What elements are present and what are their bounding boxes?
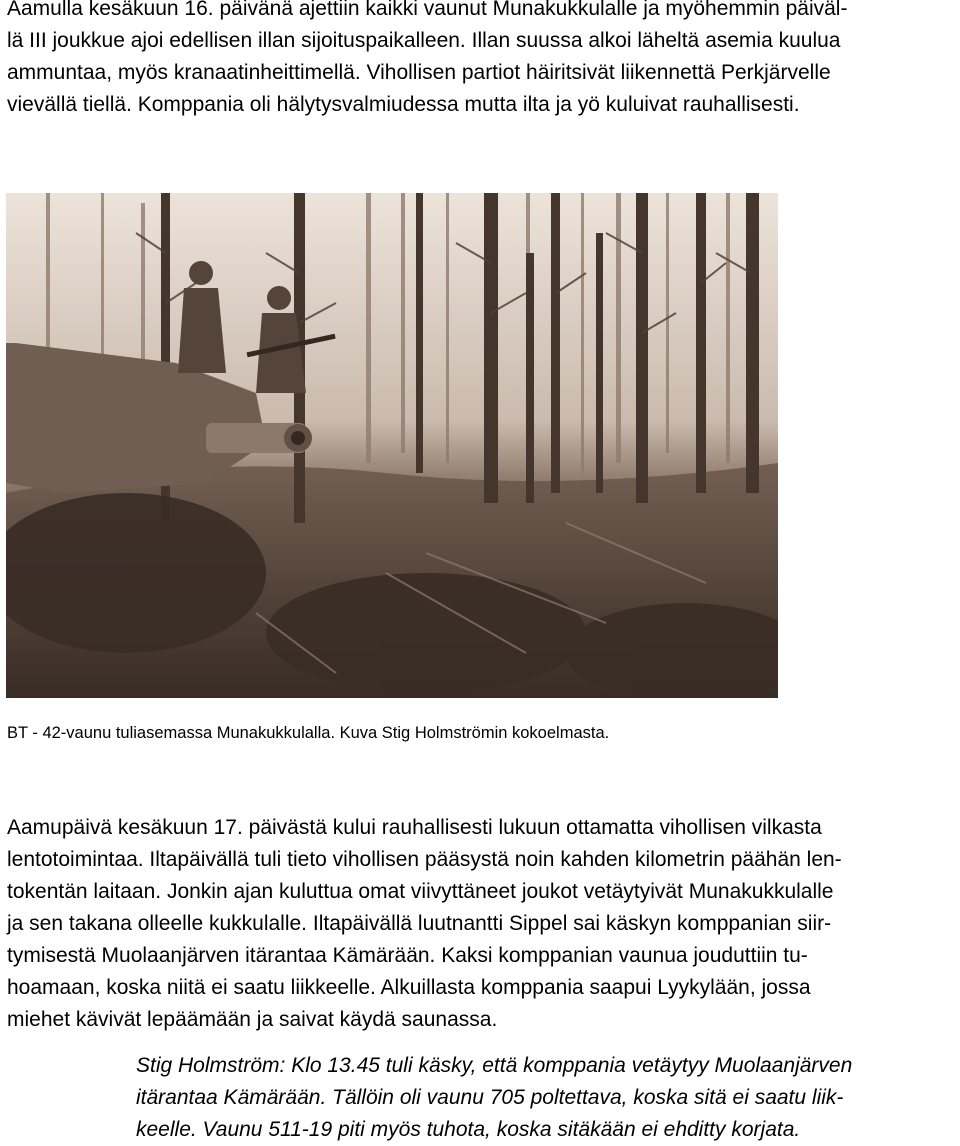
- paragraph-line: ammuntaa, myös kranaatinheittimellä. Vihollisen partiot häiritsivät liikennettä Perkjärvelle: [7, 61, 831, 84]
- quote-line: keelle. Vaunu 511-19 piti myös tuhota, koska sitäkään ei ehditty korjata.: [136, 1118, 801, 1141]
- paragraph-line: tokentän laitaan. Jonkin ajan kuluttua omat viivyttäneet joukot vetäytyivät Munakukkulalle: [7, 880, 834, 903]
- paragraph-line: Aamulla kesäkuun 16. päivänä ajettiin kaikki vaunut Munakukkulalle ja myöhemmin päiväl-: [7, 0, 848, 20]
- forest-tank-photo: [6, 193, 778, 698]
- paragraph-line: miehet kävivät lepäämään ja saivat käydä saunassa.: [7, 1008, 498, 1031]
- quote-line: Stig Holmström: Klo 13.45 tuli käsky, että komppania vetäytyy Muolaanjärven: [136, 1054, 853, 1077]
- holmstrom-quote: [136, 1050, 852, 1146]
- paragraph-line: vievällä tiellä. Komppania oli hälytysvalmiudessa mutta ilta ja yö kuluivat rauhallisesti.: [7, 93, 800, 116]
- paragraph-line: hoamaan, koska niitä ei saatu liikkeelle. Alkuillasta komppania saapui Lyykylään, jossa: [7, 976, 811, 999]
- intro-paragraph: [7, 0, 847, 121]
- quote-line: itärantaa Kämärään. Tällöin oli vaunu 705 poltettava, koska sitä ei saatu liik-: [136, 1086, 844, 1109]
- paragraph-line: tymisestä Muolaanjärven itärantaa Kämärään. Kaksi komppanian vaunua jouduttiin tu-: [7, 944, 808, 967]
- paragraph-line: Aamupäivä kesäkuun 17. päivästä kului rauhallisesti lukuun ottamatta vihollisen vilkasta: [7, 816, 822, 839]
- paragraph-line: lentotoimintaa. Iltapäivällä tuli tieto vihollisen pääsystä noin kahden kilometrin päähän len-: [7, 848, 842, 871]
- paragraph-line: lä III joukkue ajoi edellisen illan sijoituspaikalleen. Illan suussa alkoi läheltä asemia kuulua: [7, 29, 841, 52]
- paragraph-line: ja sen takana olleelle kukkulalle. Iltapäivällä luutnantti Sippel sai käskyn komppanian siir-: [7, 912, 832, 935]
- main-paragraph: [7, 812, 842, 1036]
- photo-caption: BT - 42-vaunu tuliasemassa Munakukkulalla. Kuva Stig Holmströmin kokoelmasta.: [7, 724, 610, 742]
- forest-photo-illustration: [6, 193, 778, 698]
